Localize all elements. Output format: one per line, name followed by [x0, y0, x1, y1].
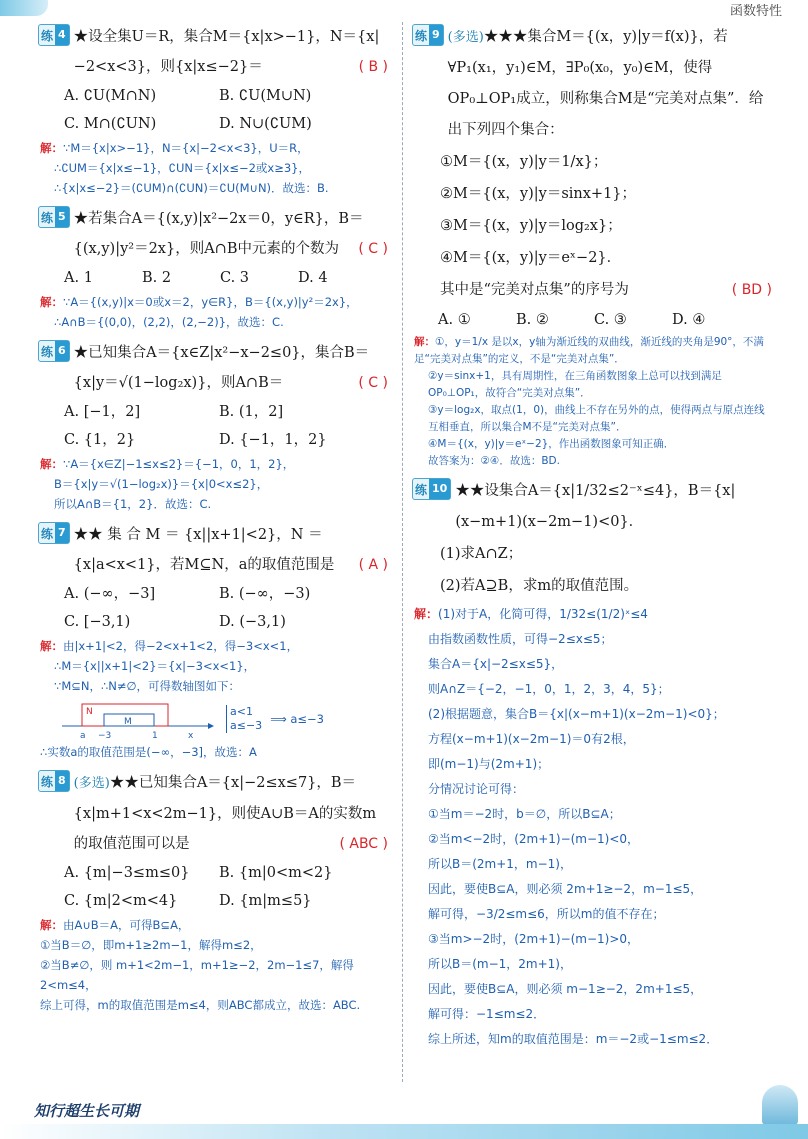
question-stem: ★若集合A＝{(x,y)|x²−2x＝0，y∈R}，B＝{(x,y)|y²＝2x}，则A∩B中元素的个数为 [73, 211, 364, 257]
option-a: A. (−∞，−3] [64, 586, 156, 602]
multi-select-label: (多选) [73, 776, 110, 791]
question-stem: ★设全集U＝R，集合M＝{x|x>−1}，N＝{x|−2<x<3}，则{x|x≤−2}＝ [73, 29, 380, 75]
question-tag: 练 8 [38, 770, 70, 792]
option-c: C. M∩(∁UN) [64, 116, 157, 132]
set-item-1: ①M＝{(x，y)|y＝1/x}； [440, 154, 608, 170]
option-c: C. [−3,1) [64, 614, 131, 630]
option-d: D. N∪(∁UM) [219, 116, 312, 132]
options [38, 580, 388, 636]
solution: 解：∵A＝{x∈Z|−1≤x≤2}＝{−1，0，1，2}， B＝{x|y＝√(1−log₂x)}＝{x|0<x≤2}， 所以A∩B＝{1，2}．故选：C. [40, 457, 295, 511]
top-decoration [0, 0, 48, 16]
solution: 解：∵M＝{x|x>−1}，N＝{x|−2<x<3}，U＝R， ∴∁UM＝{x|x≤−1}，∁UN＝{x|x≤−2或x≥3}， ∴{x|x≤−2}＝(∁UM)∩(∁UN)＝∁U(M∪N)．故选：B. [40, 141, 329, 195]
question-10 [412, 476, 772, 1052]
set-item-4: ④M＝{(x，y)|y＝eˣ−2}． [440, 250, 622, 266]
question-tag: 练 10 [412, 478, 451, 500]
multi-select-label: (多选) [447, 30, 484, 45]
options [38, 82, 388, 138]
answer-badge: ( A ) [358, 557, 388, 573]
option-a: A. ① [438, 312, 471, 328]
left-column [38, 22, 388, 1021]
sub-question-2: (2)若A⊇B，求m的取值范围。 [440, 578, 639, 594]
question-tail: 其中是“完美对点集”的序号为 [440, 282, 629, 298]
option-a: A. 1 [64, 270, 93, 286]
option-c: C. {1，2} [64, 432, 136, 448]
footer-decoration [0, 1124, 808, 1139]
options [38, 859, 388, 915]
option-c: C. ③ [594, 312, 627, 328]
question-stem: ★★ 集 合 M ＝ {x||x+1|<2}，N ＝ {x|a<x<1}，若M⊆N，a的取值范围是 [73, 527, 335, 573]
solution: 解：由|x+1|<2，得−2<x+1<2，得−3<x<1， ∴M＝{x||x+1|<2}＝{x|−3<x<1}， ∵M⊆N，∴N≠∅，可得数轴图如下： N M a −3 1 x a<1 a≤−3 ⟹ a≤−3 ∴实数a的取值范围是(−∞，−3]，故选：A [38, 636, 388, 762]
question-tag: 练 6 [38, 340, 70, 362]
system-line-2: a≤−3 [230, 719, 263, 732]
question-stem: ★已知集合A＝{x∈Z|x²−x−2≤0}，集合B＝{x|y＝√(1−log₂x)}，则A∩B＝ [73, 345, 370, 391]
option-b: B. ∁U(M∪N) [219, 88, 312, 104]
answer-badge: ( ABC ) [339, 836, 388, 852]
question-9 [412, 22, 772, 470]
option-d: D. 4 [298, 270, 328, 286]
answer-badge: ( BD ) [731, 282, 772, 298]
question-tag: 练 7 [38, 522, 70, 544]
right-column [412, 22, 772, 1058]
solution: 解：(1)对于A，化简可得，1/32≤(1/2)ˣ≤4 由指数函数性质，可得−2≤x≤5； 集合A＝{x|−2≤x≤5}， 则A∩Z＝{−2，−1，0，1，2，3，4，5}； (2)根据题意，集合B＝{x|(x−m+1)(x−2m−1)<0}； 方程(x−m+1)(x−2m−1)＝0有2根， 即(m−1)与(2m+1)； 分情况讨论可得： ①当m＝−2时，b＝∅，所以B⊆A； ②当m<−2时，(2m+1)−(m−1)<0， 所以B＝(2m+1，m−1)， 因此，要使B⊆A，则必须 2m+1≥−2，m−1≤5， 解可得，−3/2≤m≤6，所以m的值不存在； ③当m>−2时，(2m+1)−(m−1)>0， 所以B＝(m−1，2m+1)， 因此，要使B⊆A，则必须 m−1≥−2，2m+1≤5， 解可得：−1≤m≤2． 综上所述，知m的取值范围是：m＝−2或−1≤m≤2． [414, 607, 725, 1046]
label-n: N [86, 707, 93, 717]
column-divider [402, 22, 403, 1082]
label-a: a [80, 731, 86, 740]
option-d: D. ④ [672, 312, 706, 328]
question-4 [38, 22, 388, 198]
option-a: A. ∁U(M∩N) [64, 88, 157, 104]
page-header-title: 函数特性 [729, 4, 782, 19]
question-tag: 练 4 [38, 24, 70, 46]
sub-question-1: (1)求A∩Z； [440, 546, 523, 562]
options [38, 264, 388, 292]
answer-badge: ( C ) [358, 375, 388, 391]
question-6 [38, 338, 388, 514]
options [38, 398, 388, 454]
option-d: D. (−3,1) [219, 614, 286, 630]
number-line-figure [40, 696, 388, 742]
option-c: C. 3 [220, 270, 250, 286]
system-line-1: a<1 [230, 705, 253, 718]
question-stem: ★★★集合M＝{(x，y)|y＝f(x)}，若∀P₁(x₁，y₁)∈M，∃P₀(x₀，y₀)∈M，使得OP₀⊥OP₁成立，则称集合M是“完美对点集”．给出下列四个集合： [447, 29, 764, 138]
question-8 [38, 768, 388, 1015]
option-a: A. [−1，2] [64, 404, 141, 420]
answer-badge: ( B ) [358, 59, 388, 75]
question-stem: ★★设集合A＝{x|1/32≤2⁻ˣ≤4}，B＝{x|(x−m+1)(x−2m−1)<0}． [455, 483, 736, 530]
question-tag: 练 9 [412, 24, 444, 46]
sub-questions [412, 538, 772, 602]
question-7 [38, 520, 388, 762]
option-b: B. (1，2] [219, 404, 284, 420]
answer-badge: ( C ) [358, 241, 388, 257]
options [412, 306, 772, 334]
option-b: B. (−∞，−3) [219, 586, 311, 602]
set-item-3: ③M＝{(x，y)|y＝log₂x}； [440, 218, 622, 234]
set-list [412, 146, 772, 306]
question-5 [38, 204, 388, 332]
footer-slogan: 知行超生长可期 [34, 1102, 140, 1120]
label-m: M [124, 717, 132, 727]
solution: 解：∵A＝{(x,y)|x＝0或x＝2，y∈R}，B＝{(x,y)|y²＝2x}， ∴A∩B＝{(0,0)，(2,2)，(2,−2)}，故选：C. [40, 295, 358, 329]
option-a: A. {m|−3≤m≤0} [64, 865, 190, 881]
question-tag: 练 5 [38, 206, 70, 228]
solution: 解：由A∪B＝A，可得B⊆A， ①当B＝∅，即m+1≥2m−1，解得m≤2， ②当B≠∅，则 m+1<2m−1，m+1≥−2，2m−1≤7，解得2<m≤4， 综上可得，m的取值范围是m≤4，则ABC都成立，故选：ABC. [40, 918, 361, 1012]
solution: 解：①，y＝1/x 是以x，y轴为渐近线的双曲线，渐近线的夹角是90°，不满足“完美对点集”的定义，不是“完美对点集”． ②y＝sinx+1，具有周期性，在三角函数图象上总可以找到满足OP₀⊥OP₁，故符合“完美对点集”． ③y＝log₂x，取点(1，0)，曲线上不存在另外的点，使得两点与原点连线互相垂直，所以集合M不是“完美对点集”． ④M＝{(x，y)|y＝eˣ−2}，作出函数图象可知正确． 故答案为：②④．故选：BD. [414, 336, 765, 467]
number-line [58, 698, 218, 740]
question-stem: ★★已知集合A＝{x|−2≤x≤7}，B＝{x|m+1<x<2m−1}，则使A∪B＝A的实数m的取值范围可以是 [73, 775, 377, 852]
label-minus3: −3 [98, 731, 112, 740]
option-b: B. ② [516, 312, 549, 328]
option-d: D. {m|m≤5} [219, 893, 312, 909]
option-d: D. {−1，1，2} [219, 432, 327, 448]
page-corner-decoration [762, 1085, 798, 1125]
option-b: B. 2 [142, 270, 172, 286]
set-item-2: ②M＝{(x，y)|y＝sinx+1}； [440, 186, 637, 202]
option-c: C. {m|2<m<4} [64, 893, 178, 909]
label-x: x [188, 731, 194, 740]
label-one: 1 [152, 731, 158, 740]
system-result: ⟹ a≤−3 [270, 712, 324, 726]
option-b: B. {m|0<m<2} [219, 865, 333, 881]
